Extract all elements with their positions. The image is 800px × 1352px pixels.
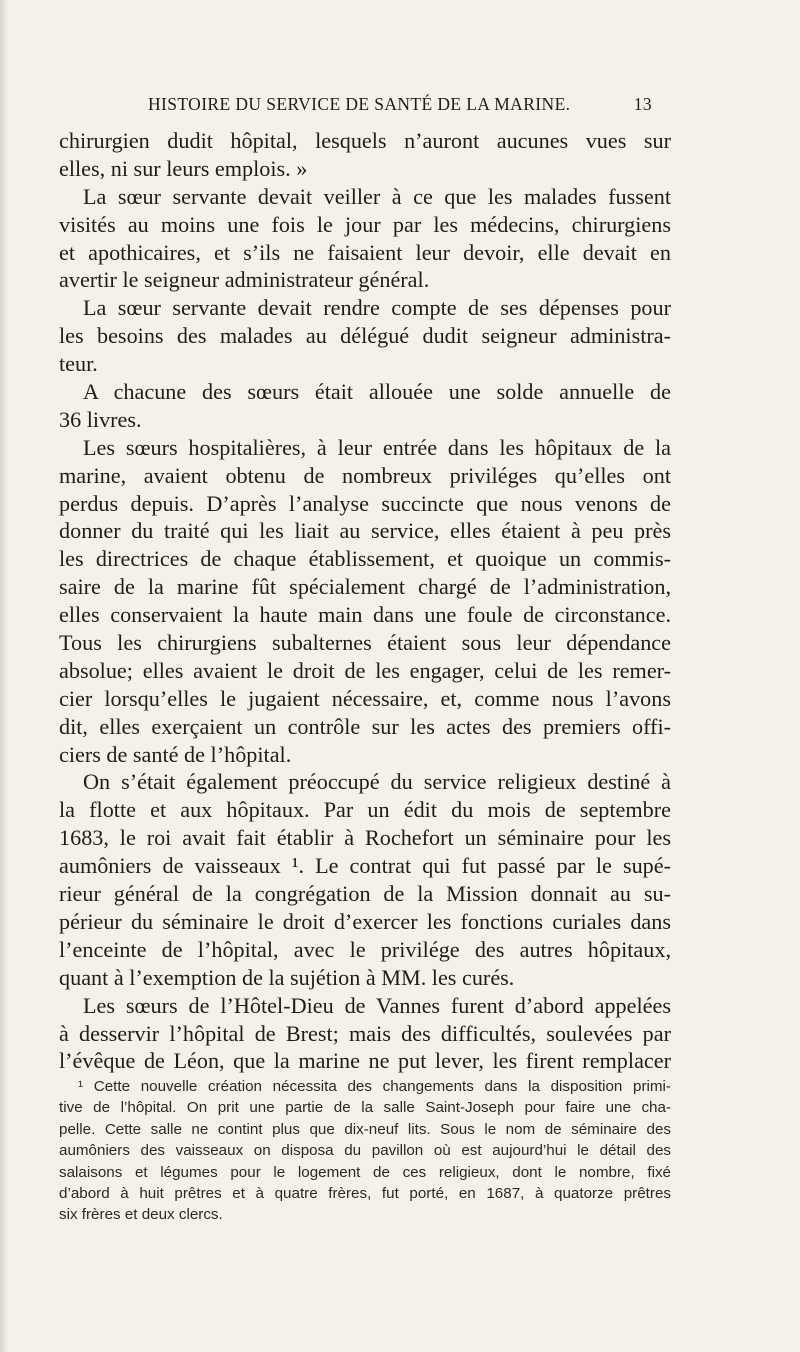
running-title: HISTOIRE DU SERVICE DE SANTÉ DE LA MARINE. bbox=[148, 94, 571, 114]
text-line: ciers de santé de l’hôpital. bbox=[59, 741, 292, 767]
text-line: l’enceinte de l’hôpital, avec le privilége des autres hôpitaux, bbox=[59, 936, 671, 962]
text-line: 36 livres. bbox=[59, 406, 142, 432]
text-line: aumôniers de vaisseaux ¹. Le contrat qui fut passé par le supé- bbox=[59, 853, 671, 879]
text-line: quant à l’exemption de la sujétion à MM. les curés. bbox=[59, 964, 515, 990]
text-line: et apothicaires, et s’ils ne faisaient leur devoir, elle devait en bbox=[59, 239, 671, 265]
text-line: Les sœurs hospitalières, à leur entrée dans les hôpitaux de la bbox=[83, 434, 671, 460]
text-line: La sœur servante devait rendre compte de ses dépenses pour bbox=[83, 295, 671, 321]
text-line: 1683, le roi avait fait établir à Rochefort un séminaire pour les bbox=[59, 825, 671, 851]
page-edge bbox=[0, 0, 8, 1352]
text-line: La sœur servante devait veiller à ce que les malades fussent bbox=[83, 183, 671, 209]
footnote-line: ¹ Cette nouvelle création nécessita des changements dans la disposition primi- bbox=[78, 1078, 671, 1095]
text-line: cier lorsqu’elles le jugaient nécessaire, et, comme nous l’avons bbox=[59, 685, 671, 711]
text-line: teur. bbox=[59, 351, 98, 377]
footnote-line: tive de l’hôpital. On prit une partie de la salle Saint-Joseph pour faire une cha- bbox=[59, 1099, 671, 1117]
text-line: elles conservaient la haute main dans une foule de circonstance. bbox=[59, 602, 671, 628]
text-line: A chacune des sœurs était allouée une solde annuelle de bbox=[83, 379, 671, 405]
text-line: la flotte et aux hôpitaux. Par un édit du mois de septembre bbox=[59, 797, 671, 823]
text-line: rieur général de la congrégation de la Mission donnait au su- bbox=[59, 881, 671, 907]
text-line: Les sœurs de l’Hôtel-Dieu de Vannes furent d’abord appelées bbox=[83, 992, 671, 1018]
text-line: à desservir l’hôpital de Brest; mais des difficultés, soulevées par bbox=[59, 1020, 671, 1046]
text-line: visités au moins une fois le jour par les médecins, chirurgiens bbox=[59, 211, 671, 237]
text-line: perdus depuis. D’après l’analyse succincte que nous venons de bbox=[59, 490, 671, 516]
text-line: On s’était également préoccupé du service religieux destiné à bbox=[83, 769, 671, 795]
text-line: saire de la marine fût spécialement chargé de l’administration, bbox=[59, 574, 671, 600]
text-line: l’évêque de Léon, que la marine ne put lever, les firent remplacer bbox=[59, 1048, 671, 1074]
text-line: chirurgien dudit hôpital, lesquels n’auront aucunes vues sur bbox=[59, 128, 671, 153]
footnote-line: d’abord à huit prêtres et à quatre frères, fut porté, en 1687, à quatorze prêtres bbox=[59, 1184, 671, 1202]
text-line: elles, ni sur leurs emplois. » bbox=[59, 155, 308, 181]
text-line: les directrices de chaque établissement, et quoique un commis- bbox=[59, 546, 671, 572]
footnote-line: pelle. Cette salle ne contint plus que dix-neuf lits. Sous le nom de séminaire des bbox=[59, 1120, 671, 1138]
text-line: absolue; elles avaient le droit de les engager, celui de les remer- bbox=[59, 657, 671, 683]
footnotes bbox=[59, 1076, 671, 1226]
main-text bbox=[59, 127, 671, 1075]
text-line: donner du traité qui les liait au service, elles étaient à peu près bbox=[59, 518, 671, 544]
text-line: périeur du séminaire le droit d’exercer les fonctions curiales dans bbox=[59, 908, 671, 934]
text-line: Tous les chirurgiens subalternes étaient sous leur dépendance bbox=[59, 630, 671, 656]
running-header bbox=[148, 94, 652, 120]
footnote-line: six frères et deux clercs. bbox=[59, 1206, 223, 1224]
text-line: les besoins des malades au délégué dudit seigneur administra- bbox=[59, 323, 671, 349]
text-line: dit, elles exerçaient un contrôle sur les actes des premiers offi- bbox=[59, 713, 671, 739]
text-line: marine, avaient obtenu de nombreux priviléges qu’elles ont bbox=[59, 462, 671, 488]
page-number: 13 bbox=[633, 94, 652, 114]
footnote-line: aumôniers des vaisseaux on disposa du pavillon où est aujourd’hui le détail des bbox=[59, 1142, 671, 1160]
text-line: avertir le seigneur administrateur général. bbox=[59, 267, 430, 293]
footnote-line: salaisons et légumes pour le logement de ces religieux, dont le nombre, fixé bbox=[59, 1163, 671, 1181]
